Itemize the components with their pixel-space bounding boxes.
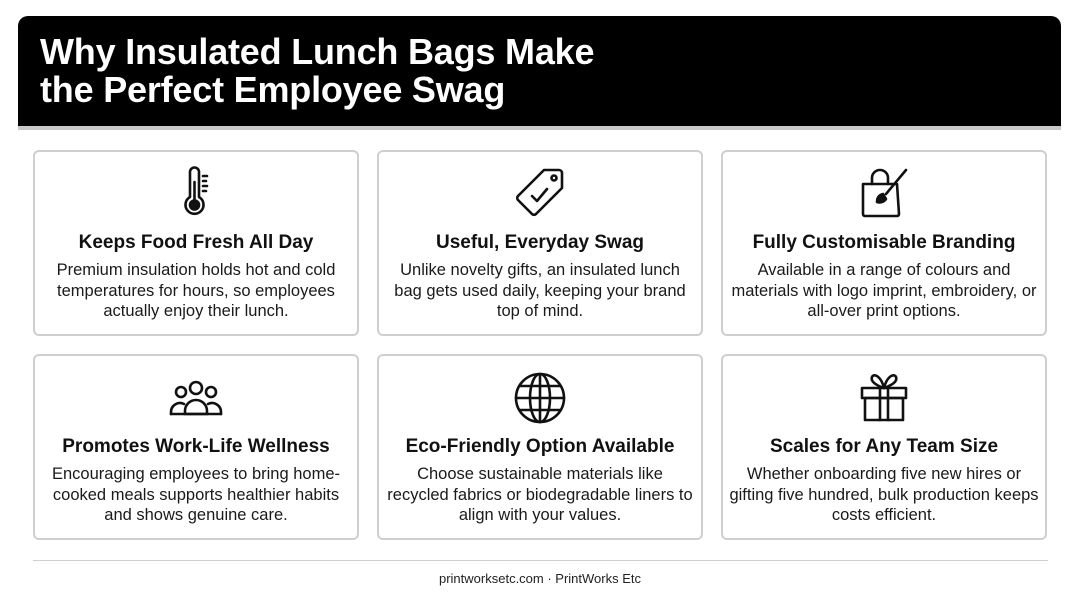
card-title: Scales for Any Team Size: [769, 436, 999, 457]
people-group-icon: [166, 368, 226, 428]
benefit-card-wellness: [33, 354, 359, 540]
gift-box-icon: [854, 368, 914, 428]
footer-credit: printworksetc.com · PrintWorks Etc: [438, 571, 642, 586]
card-description: Whether onboarding five new hires or gifting five hundred, bulk production keeps costs efficient.: [729, 465, 1039, 524]
price-tag-check-icon: [510, 164, 570, 224]
thermometer-icon: [166, 164, 226, 224]
card-description: Available in a range of colours and materials with logo imprint, embroidery, or all-over print options.: [731, 261, 1037, 320]
benefit-card-everyday-swag: [377, 150, 703, 336]
card-title: Keeps Food Fresh All Day: [78, 232, 314, 253]
card-title: Fully Customisable Branding: [752, 232, 1016, 253]
page-title-line-1: Why Insulated Lunch Bags Make: [40, 31, 595, 72]
card-description: Premium insulation holds hot and cold temperatures for hours, so employees actually enjoy their lunch.: [56, 261, 336, 320]
page-title: [40, 33, 940, 109]
bag-paintbrush-icon: [854, 164, 914, 224]
card-description: Choose sustainable materials like recycled fabrics or biodegradable liners to align with your values.: [387, 465, 693, 524]
title-banner: [18, 16, 1061, 126]
benefit-card-team-size: [721, 354, 1047, 540]
card-title: Promotes Work-Life Wellness: [62, 436, 330, 457]
card-title: Useful, Everyday Swag: [435, 232, 645, 253]
benefit-card-fresh-food: [33, 150, 359, 336]
card-title: Eco-Friendly Option Available: [405, 436, 675, 457]
card-description: Unlike novelty gifts, an insulated lunch bag gets used daily, keeping your brand top of mind.: [394, 261, 686, 320]
card-description: Encouraging employees to bring home-cooked meals supports healthier habits and shows genuine care.: [51, 465, 340, 524]
benefit-cards-grid: [33, 150, 1048, 541]
page-title-line-2: the Perfect Employee Swag: [40, 69, 506, 110]
benefit-card-eco-friendly: [377, 354, 703, 540]
globe-icon: [510, 368, 570, 428]
benefit-card-branding: [721, 150, 1047, 336]
footer-divider: [33, 560, 1048, 561]
